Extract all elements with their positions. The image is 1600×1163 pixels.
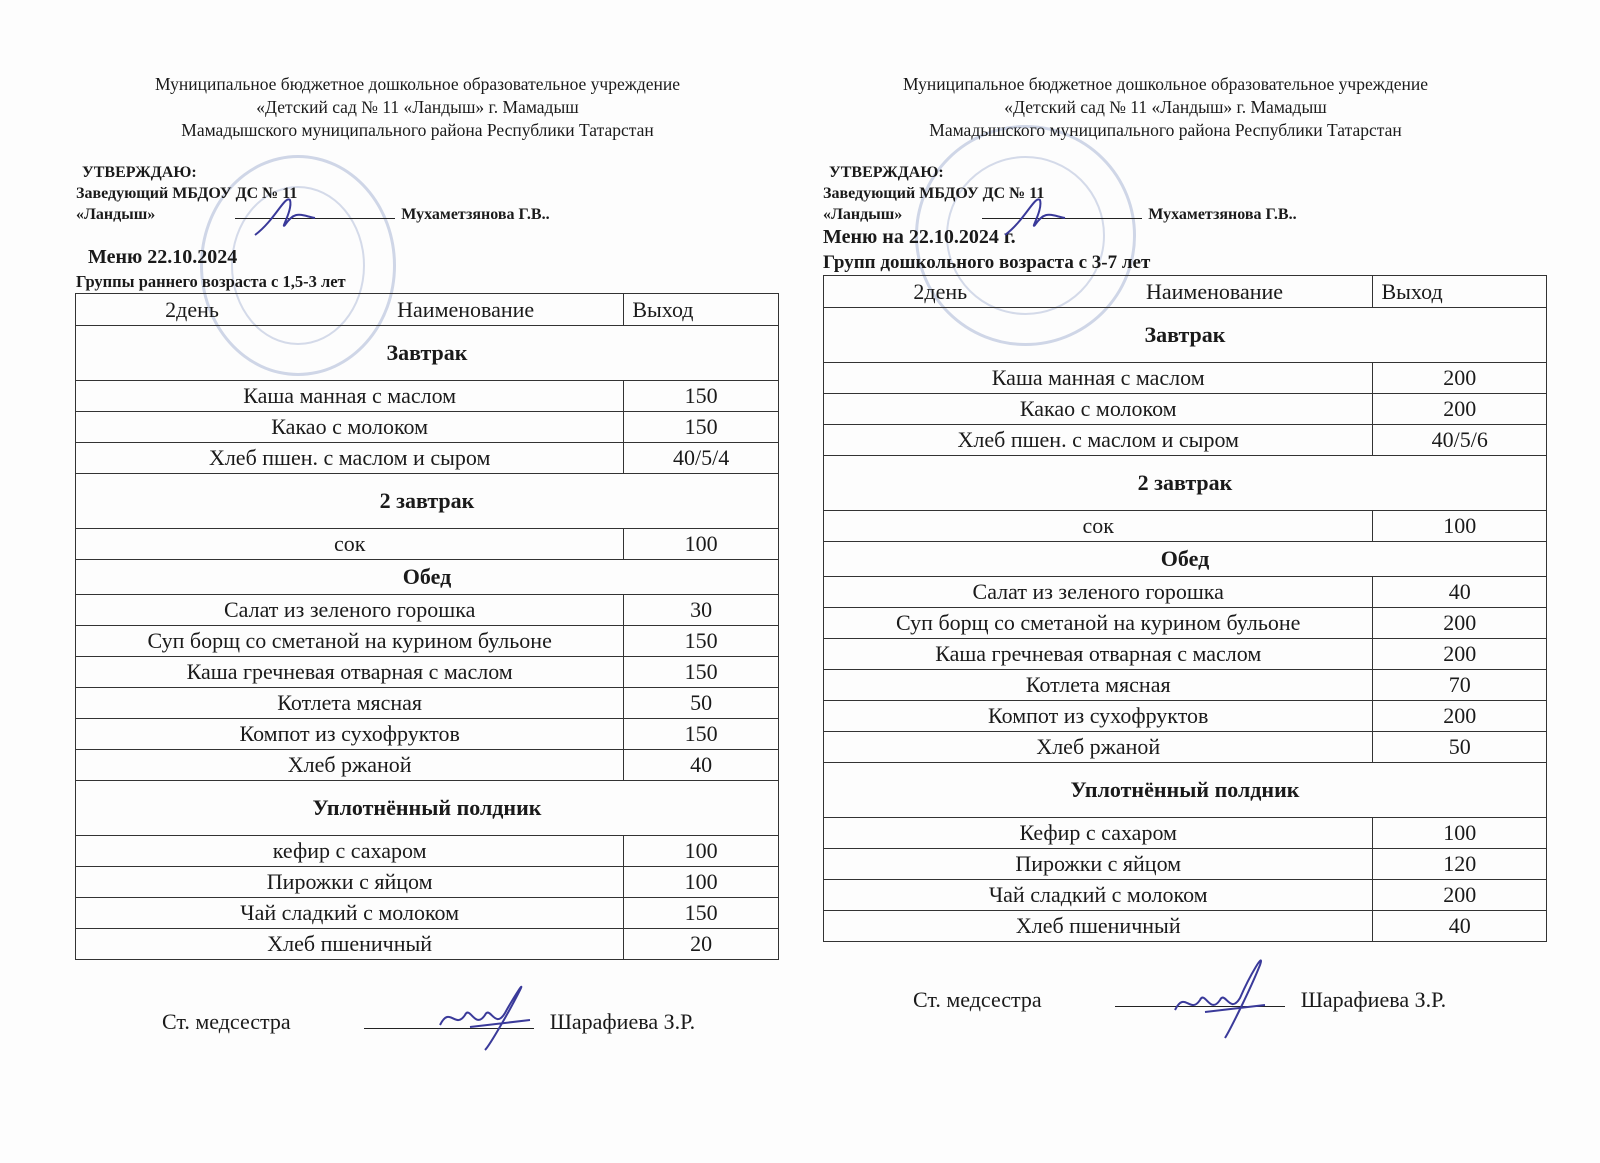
header-name-cell — [824, 276, 1373, 308]
table-row — [76, 412, 779, 443]
dish-output: 20 — [624, 929, 779, 960]
section-row — [824, 308, 1547, 363]
table-row — [824, 394, 1547, 425]
header-output: Выход — [1373, 276, 1547, 308]
approver-org: «Ландыш» — [76, 206, 156, 223]
dish-name: Хлеб пшеничный — [824, 911, 1373, 942]
dish-name: Хлеб пшен. с маслом и сыром — [76, 443, 624, 474]
dish-output: 200 — [1373, 639, 1547, 670]
header-day: 2день — [913, 278, 968, 304]
signature-nurse-right — [1165, 950, 1275, 1045]
dish-output: 150 — [624, 898, 779, 929]
dish-name: Какао с молоком — [76, 412, 624, 443]
table-row — [824, 608, 1547, 639]
table-row — [824, 849, 1547, 880]
dish-output: 40/5/4 — [624, 443, 779, 474]
dish-output: 100 — [624, 529, 779, 560]
table-row — [76, 929, 779, 960]
org-header-right — [823, 73, 1508, 142]
nurse-role: Ст. медсестра — [162, 1009, 291, 1034]
dish-output: 50 — [624, 688, 779, 719]
section-row — [824, 542, 1547, 577]
table-row — [76, 595, 779, 626]
menu-table-right — [823, 275, 1547, 942]
approver-position: Заведующий МБДОУ ДС № 11 — [76, 185, 298, 202]
dish-output: 200 — [1373, 394, 1547, 425]
nurse-role: Ст. медсестра — [913, 987, 1042, 1012]
table-row — [824, 818, 1547, 849]
header-labels — [824, 279, 1372, 305]
dish-name: Каша манная с маслом — [76, 381, 624, 412]
dish-name: Хлеб ржаной — [824, 732, 1373, 763]
org-line: «Детский сад № 11 «Ландыш» г. Мамадыш — [1004, 97, 1327, 117]
dish-name: Салат из зеленого горошка — [76, 595, 624, 626]
header-name: Наименование — [397, 296, 535, 322]
org-line: Мамадышского муниципального района Республики Татарстан — [929, 120, 1402, 140]
table-row — [76, 750, 779, 781]
dish-output: 120 — [1373, 849, 1547, 880]
dish-name: Котлета мясная — [824, 670, 1373, 701]
approver-org: «Ландыш» — [823, 206, 903, 223]
approver-name: Мухаметзянова Г.В.. — [1148, 206, 1297, 223]
table-row — [76, 657, 779, 688]
dish-output: 200 — [1373, 608, 1547, 639]
signature-head-right — [995, 190, 1075, 240]
dish-output: 200 — [1373, 880, 1547, 911]
dish-name: Хлеб пшеничный — [76, 929, 624, 960]
section-title: Уплотнённый полдник — [824, 763, 1547, 818]
dish-name: Какао с молоком — [824, 394, 1373, 425]
section-title: 2 завтрак — [76, 474, 779, 529]
nurse-sign-left — [162, 1009, 695, 1035]
org-header-left — [75, 73, 760, 142]
dish-output: 150 — [624, 381, 779, 412]
section-row — [76, 326, 779, 381]
dish-name: сок — [824, 511, 1373, 542]
table-row — [824, 363, 1547, 394]
table-row — [824, 880, 1547, 911]
section-row — [76, 781, 779, 836]
section-title: Обед — [824, 542, 1547, 577]
table-row — [824, 911, 1547, 942]
header-name-cell — [76, 294, 624, 326]
dish-name: Салат из зеленого горошка — [824, 577, 1373, 608]
dish-name: сок — [76, 529, 624, 560]
table-header-row — [76, 294, 779, 326]
table-row — [824, 732, 1547, 763]
menu-title-left: Меню 22.10.2024 — [88, 246, 238, 268]
section-title: 2 завтрак — [824, 456, 1547, 511]
dish-output: 100 — [1373, 511, 1547, 542]
dish-name: Кефир с сахаром — [824, 818, 1373, 849]
table-row — [76, 867, 779, 898]
dish-output: 200 — [1373, 363, 1547, 394]
approver-position: Заведующий МБДОУ ДС № 11 — [823, 185, 1045, 202]
menu-title-right: Меню на 22.10.2024 г. — [823, 226, 1016, 248]
approver-name: Мухаметзянова Г.В.. — [401, 206, 550, 223]
table-row — [76, 898, 779, 929]
dish-output: 150 — [624, 719, 779, 750]
dish-name: Хлеб ржаной — [76, 750, 624, 781]
org-line: Муниципальное бюджетное дошкольное образовательное учреждение — [155, 74, 680, 94]
table-row — [824, 511, 1547, 542]
table-row — [76, 836, 779, 867]
dish-name: Чай сладкий с молоком — [824, 880, 1373, 911]
section-row — [76, 560, 779, 595]
approve-label: УТВЕРЖДАЮ: — [82, 164, 197, 181]
table-row — [76, 529, 779, 560]
header-name: Наименование — [1145, 278, 1284, 304]
dish-output: 150 — [624, 412, 779, 443]
dish-name: Суп борщ со сметаной на курином бульоне — [76, 626, 624, 657]
header-day: 2день — [165, 296, 219, 322]
dish-output: 50 — [1373, 732, 1547, 763]
section-title: Завтрак — [76, 326, 779, 381]
dish-name: Чай сладкий с молоком — [76, 898, 624, 929]
dish-name: кефир с сахаром — [76, 836, 624, 867]
nurse-name: Шарафиева З.Р. — [1300, 987, 1447, 1012]
dish-name: Пирожки с яйцом — [76, 867, 624, 898]
table-row — [824, 425, 1547, 456]
dish-output: 100 — [1373, 818, 1547, 849]
menu-table-left — [75, 293, 779, 960]
header-labels — [76, 297, 623, 323]
dish-output: 40 — [1373, 577, 1547, 608]
dish-output: 100 — [624, 867, 779, 898]
dish-output: 150 — [624, 657, 779, 688]
table-row — [824, 639, 1547, 670]
table-row — [76, 443, 779, 474]
table-row — [76, 381, 779, 412]
dish-output: 40/5/6 — [1373, 425, 1547, 456]
table-row — [824, 701, 1547, 732]
dish-name: Хлеб пшен. с маслом и сыром — [824, 425, 1373, 456]
dish-output: 200 — [1373, 701, 1547, 732]
dish-output: 70 — [1373, 670, 1547, 701]
dish-name: Компот из сухофруктов — [824, 701, 1373, 732]
table-header-row — [824, 276, 1547, 308]
dish-name: Каша гречневая отварная с маслом — [76, 657, 624, 688]
group-title-left: Группы раннего возраста с 1,5-3 лет — [76, 272, 346, 291]
dish-output: 40 — [624, 750, 779, 781]
table-row — [76, 719, 779, 750]
org-line: «Детский сад № 11 «Ландыш» г. Мамадыш — [256, 97, 579, 117]
dish-output: 100 — [624, 836, 779, 867]
section-title: Обед — [76, 560, 779, 595]
dish-name: Компот из сухофруктов — [76, 719, 624, 750]
section-row — [76, 474, 779, 529]
table-row — [76, 688, 779, 719]
section-title: Уплотнённый полдник — [76, 781, 779, 836]
table-row — [824, 577, 1547, 608]
section-row — [824, 763, 1547, 818]
dish-name: Котлета мясная — [76, 688, 624, 719]
dish-name: Каша манная с маслом — [824, 363, 1373, 394]
dish-output: 30 — [624, 595, 779, 626]
dish-name: Суп борщ со сметаной на курином бульоне — [824, 608, 1373, 639]
table-row — [76, 626, 779, 657]
dish-output: 150 — [624, 626, 779, 657]
nurse-name: Шарафиева З.Р. — [549, 1009, 696, 1034]
table-row — [824, 670, 1547, 701]
dish-name: Каша гречневая отварная с маслом — [824, 639, 1373, 670]
org-line: Мамадышского муниципального района Республики Татарстан — [181, 120, 654, 140]
signature-nurse-left — [430, 975, 540, 1055]
dish-name: Пирожки с яйцом — [824, 849, 1373, 880]
org-line: Муниципальное бюджетное дошкольное образовательное учреждение — [903, 74, 1428, 94]
dish-output: 40 — [1373, 911, 1547, 942]
header-output: Выход — [624, 294, 779, 326]
section-row — [824, 456, 1547, 511]
approve-label: УТВЕРЖДАЮ: — [829, 164, 944, 181]
section-title: Завтрак — [824, 308, 1547, 363]
signature-head-left — [245, 190, 325, 240]
group-title-right: Групп дошкольного возраста с 3-7 лет — [823, 252, 1151, 273]
